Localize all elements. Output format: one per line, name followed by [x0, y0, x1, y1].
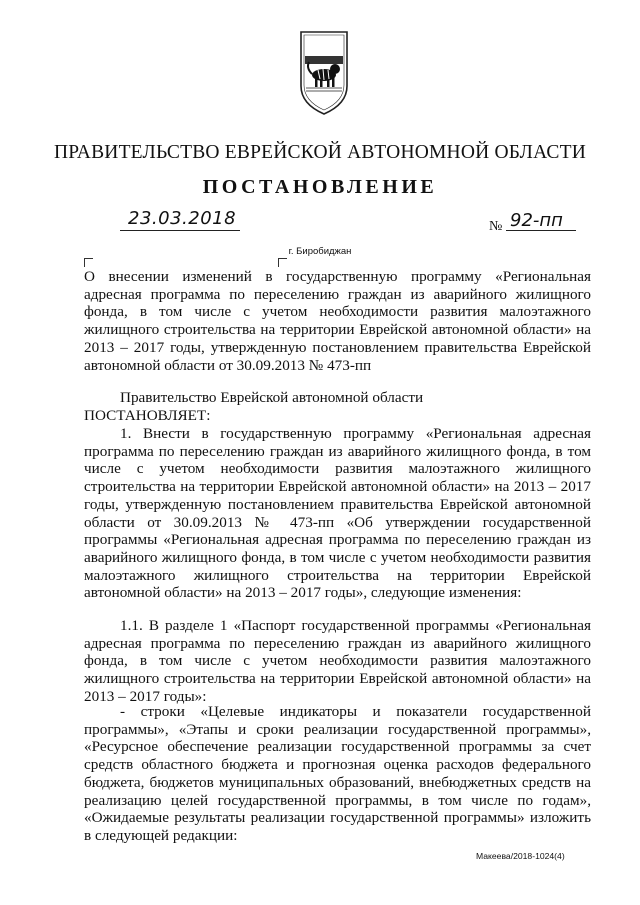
decree-word: ПОСТАНОВЛЯЕТ:: [84, 407, 211, 424]
document-type-heading: ПОСТАНОВЛЕНИЕ: [202, 176, 438, 198]
item-1-1-paragraph: 1.1. В разделе 1 «Паспорт государственной программы «Региональная адресная программа по переселению граждан из аварийного жилищного фонда, в том числе с учетом необходимости развития малоэтажного жилищного строительства на территории Еврейской автономной области» на 2013 – 2017 годы»:: [84, 617, 591, 705]
city-label: г. Биробиджан: [288, 246, 352, 257]
title-bracket-left: [84, 258, 93, 267]
preamble-text: Правительство Еврейской автономной области: [120, 389, 424, 406]
document-number: 92-пп: [510, 210, 563, 231]
government-title: ПРАВИТЕЛЬСТВО ЕВРЕЙСКОЙ АВТОНОМНОЙ ОБЛАСТИ: [53, 142, 587, 163]
bullet-paragraph: - строки «Целевые индикаторы и показатели государственной программы», «Этапы и сроки реализации государственной программы», «Ресурсное обеспечение реализации государственной программы за счет средств областного бюджета и прогнозная оценка расходов федерального бюджета, бюджетов муниципальных образований, внебюджетных средств на реализацию целей государственной программы, в том числе по годам», «Ожидаемые результаты реализации государственной программы» изложить в следующей редакции:: [84, 703, 591, 844]
date-underline: [120, 230, 240, 231]
number-underline: [506, 230, 576, 231]
footer-code: Макеева/2018-1024(4): [476, 851, 565, 861]
title-bracket-right: [278, 258, 287, 267]
item-1-paragraph: 1. Внести в государственную программу «Региональная адресная программа по переселению граждан из аварийного жилищного фонда, в том числе с учетом необходимости развития малоэтажного жилищного строительства на территории Еврейской автономной области» на 2013 – 2017 годы, утвержденную постановлением правительства Еврейской автономной области от 30.09.2013 № 473-пп «Об утверждении государственной программы «Региональная адресная программа по переселению граждан из аварийного жилищного фонда, в том числе с учетом необходимости развития малоэтажного жилищного строительства на территории Еврейской автономной области» на 2013 – 2017 годы», следующие изменения:: [84, 425, 591, 602]
resolution-title: О внесении изменений в государственную программу «Региональная адресная программа по переселению граждан из аварийного жилищного фонда, в том числе с учетом необходимости развития малоэтажного жилищного строительства на территории Еврейской автономной области» на 2013 – 2017 годы, утвержденную постановлением правительства Еврейской автономной области от 30.09.2013 № 473-пп: [84, 268, 591, 374]
document-date: 23.03.2018: [128, 208, 237, 229]
number-label: №: [489, 219, 503, 234]
coat-of-arms-tiger-icon: [298, 28, 350, 118]
